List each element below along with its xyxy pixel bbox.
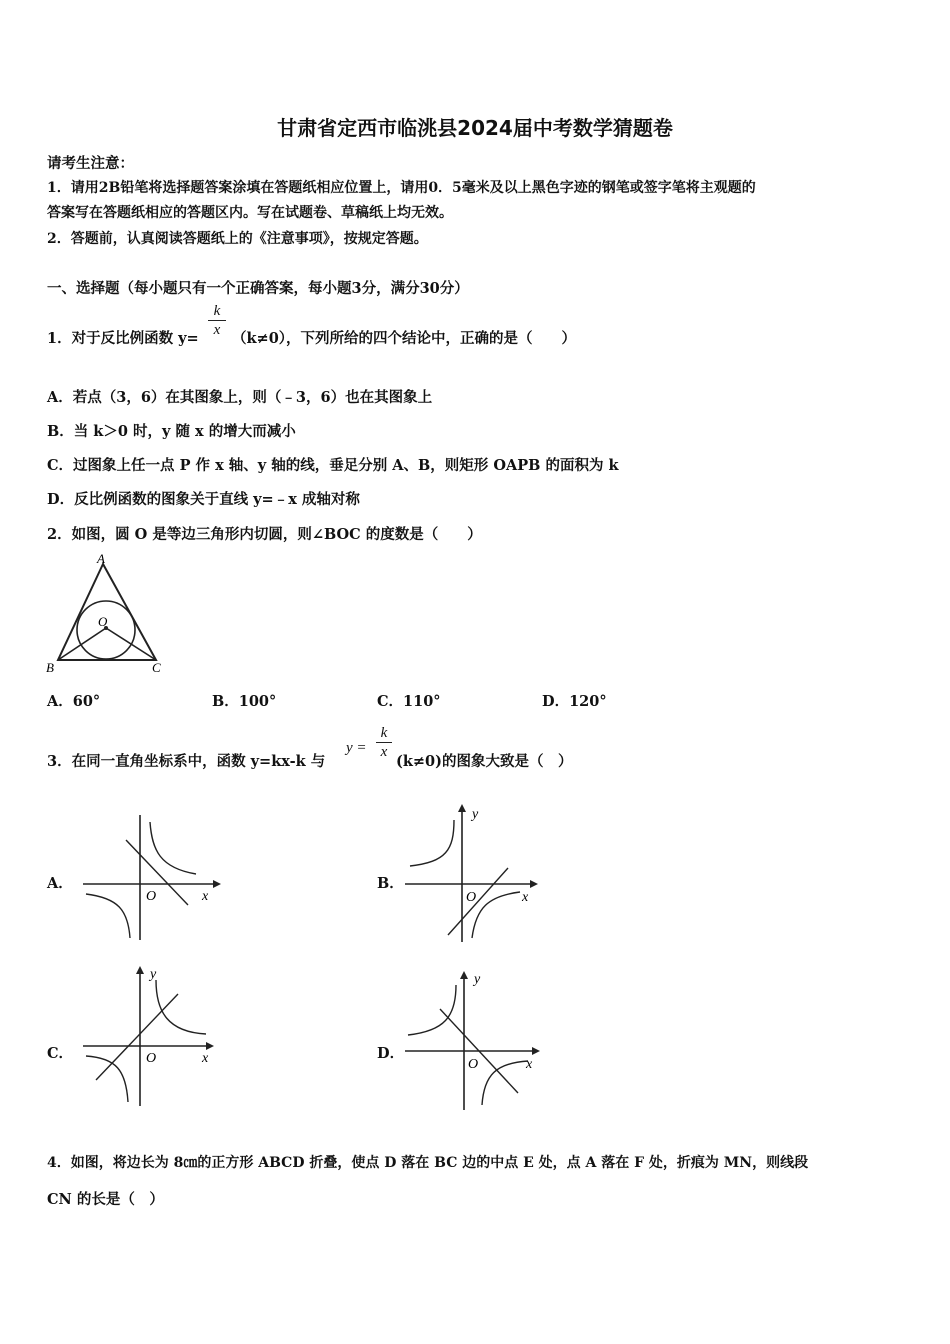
q3-graph-b-label: B． xyxy=(377,875,404,892)
q1-frac-den: x xyxy=(213,322,221,338)
label-o: O xyxy=(98,614,108,629)
q1-fraction xyxy=(208,303,226,338)
svg-text:O: O xyxy=(146,1051,157,1066)
svg-text:O: O xyxy=(146,889,157,904)
svg-text:x: x xyxy=(202,1051,209,1066)
notice-line-1: 1．请用2B铅笔将选择题答案涂填在答题纸相应位置上，请用0．5毫米及以上黑色字迹的钢笔或签字笔将主观题的 xyxy=(47,180,756,196)
notice-line-3: 2．答题前，认真阅读答题纸上的《注意事项》，按规定答题。 xyxy=(47,231,428,247)
q1-stem-b: （k≠0），下列所给的四个结论中，正确的是（ ） xyxy=(232,330,577,347)
q2-triangle-figure xyxy=(44,550,170,678)
svg-text:x: x xyxy=(526,1057,533,1072)
q4-line-1: 4．如图，将边长为 8㎝的正方形 ABCD 折叠，使点 D 落在 BC 边的中点 E 处，点 A 落在 F 处，折痕为 MN，则线段 xyxy=(47,1155,809,1171)
q3-y-eq: y = xyxy=(346,740,367,756)
fraction-bar xyxy=(208,320,226,321)
svg-text:O: O xyxy=(466,890,477,905)
q1-option-c: C．过图象上任一点 P 作 x 轴、y 轴的线，垂足分别 A、B，则矩形 OAPB 的面积为 k xyxy=(47,457,619,474)
q2-option-b: B．100° xyxy=(212,693,277,710)
q3-stem-b: (k≠0)的图象大致是（ ） xyxy=(396,753,573,770)
q3-graph-c-label: C． xyxy=(47,1045,74,1062)
q2-stem: 2．如图，圆 O 是等边三角形内切圆，则∠BOC 的度数是（ ） xyxy=(47,526,482,543)
q3-graph-b xyxy=(400,800,545,945)
q3-graph-a-label: A． xyxy=(47,875,73,892)
q1-option-b: B．当 k＞0 时，y 随 x 的增大而减小 xyxy=(47,423,296,440)
q3-stem-a: 3．在同一直角坐标系中，函数 y=kx-k 与 xyxy=(47,753,326,770)
q2-option-a: A．60° xyxy=(47,693,101,710)
svg-text:y: y xyxy=(474,972,481,987)
q2-option-c: C．110° xyxy=(377,693,441,710)
q1-option-a: A．若点（3，6）在其图象上，则（﹣3，6）也在其图象上 xyxy=(47,389,433,406)
q3-graph-c xyxy=(78,962,228,1110)
q3-frac-den: x xyxy=(380,744,388,760)
section-heading: 一、选择题（每小题只有一个正确答案，每小题3分，满分30分） xyxy=(47,280,469,297)
svg-text:y: y xyxy=(472,807,479,822)
svg-text:x: x xyxy=(202,889,209,904)
q3-fraction xyxy=(376,725,392,760)
svg-text:x: x xyxy=(522,890,529,905)
label-b: B xyxy=(46,660,54,675)
q1-stem-a: 1．对于反比例函数 y= xyxy=(47,330,199,347)
q4-line-2: CN 的长是（ ） xyxy=(47,1191,164,1208)
svg-text:y: y xyxy=(150,967,157,982)
label-a: A xyxy=(97,551,105,566)
notice-line-2: 答案写在答题纸相应的答题区内。写在试题卷、草稿纸上均无效。 xyxy=(47,205,453,221)
q1-option-d: D．反比例函数的图象关于直线 y=﹣x 成轴对称 xyxy=(47,491,360,508)
svg-text:O: O xyxy=(468,1057,479,1072)
q2-option-d: D．120° xyxy=(542,693,607,710)
q3-frac-num: k xyxy=(380,725,388,741)
label-c: C xyxy=(152,660,161,675)
q3-graph-d-label: D． xyxy=(377,1045,405,1062)
notice-heading: 请考生注意： xyxy=(47,155,134,172)
q1-frac-num: k xyxy=(213,303,221,319)
page-title: 甘肃省定西市临洮县2024届中考数学猜题卷 xyxy=(277,116,673,140)
q3-graph-d xyxy=(400,965,548,1113)
fraction-bar xyxy=(376,742,392,743)
q3-graph-a xyxy=(78,810,228,945)
